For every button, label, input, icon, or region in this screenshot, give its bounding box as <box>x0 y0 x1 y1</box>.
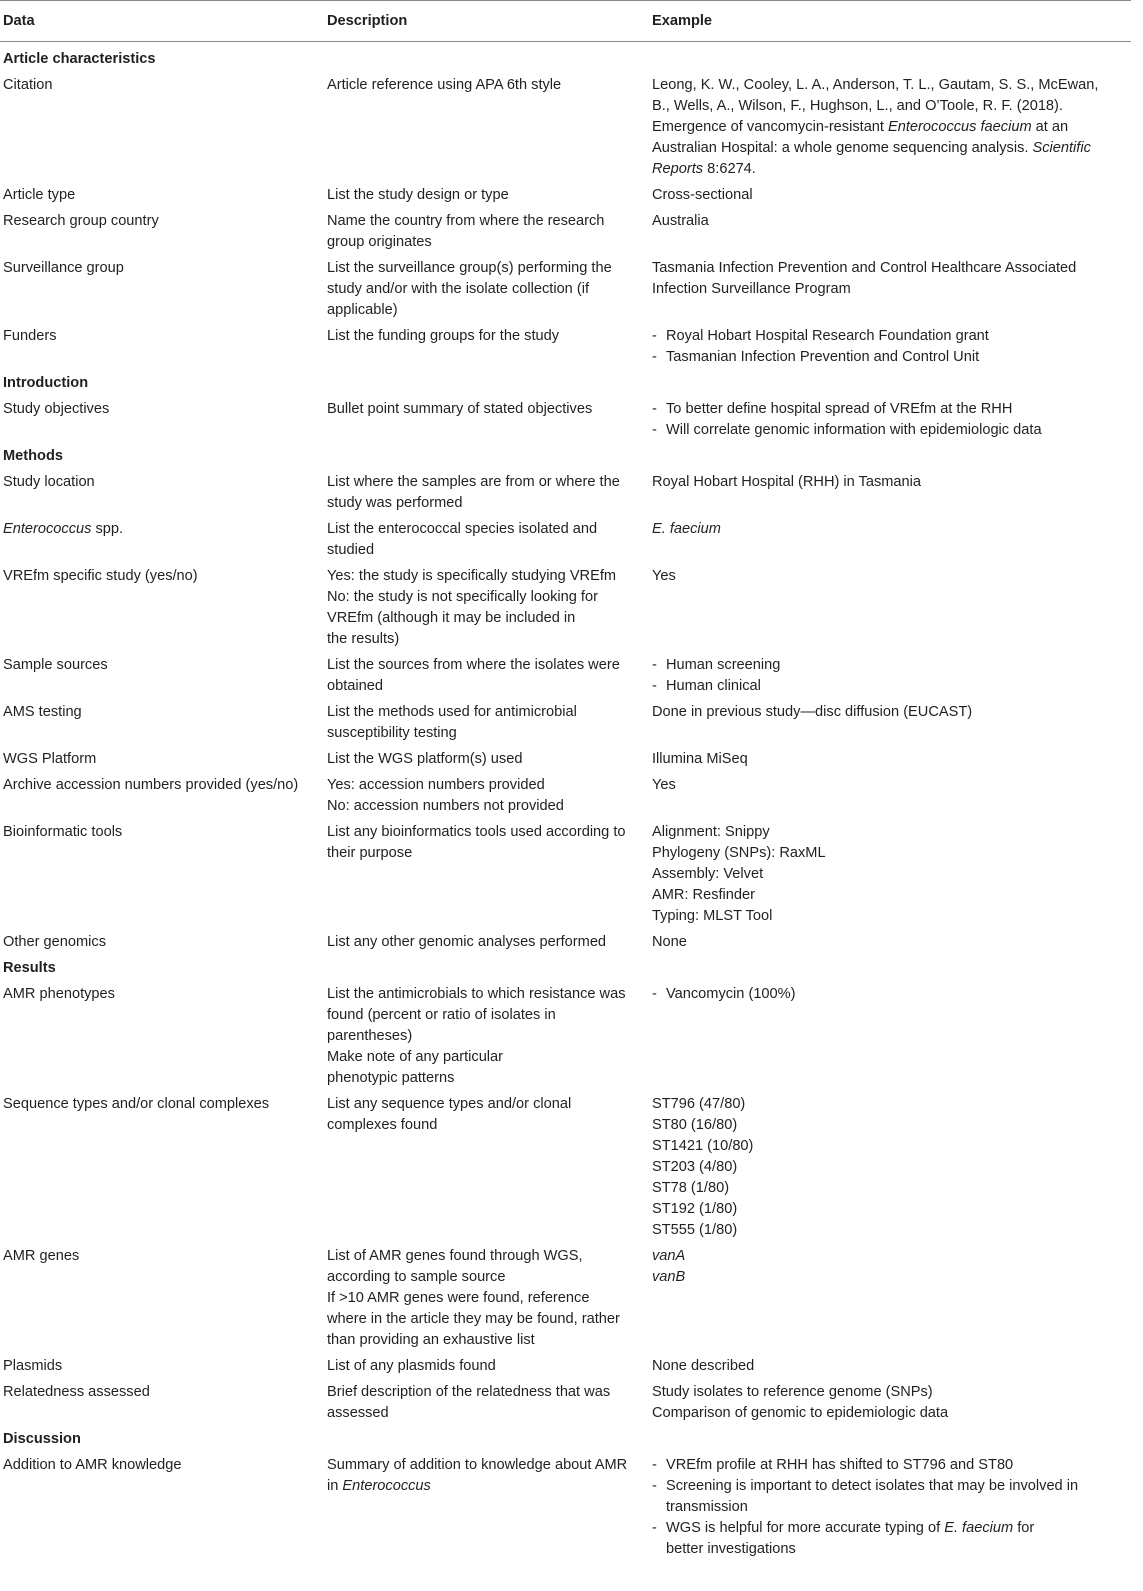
cell-description: Summary of addition to knowledge about AMR in Enterococcus <box>327 1457 628 1494</box>
cell-example <box>652 1455 1128 1560</box>
example-line: Leong, K. W., Cooley, L. A., Anderson, T. L., Gautam, S. S., McEwan, <box>652 77 1099 93</box>
cell-description: List any other genomic analyses performed <box>327 934 607 950</box>
cell-description: List where the samples are from or where the study was performed <box>327 474 620 511</box>
cell-data: Relatedness assessed <box>3 1384 150 1400</box>
cell-example: Illumina MiSeq <box>652 751 748 767</box>
section-discussion: Discussion <box>3 1431 81 1447</box>
table-row-study-objectives <box>0 397 1131 444</box>
table-row-relatedness <box>0 1380 1131 1427</box>
cell-example: Yes <box>652 777 676 793</box>
cell-example: E. faecium <box>652 521 721 537</box>
cell-data: Addition to AMR knowledge <box>3 1457 182 1473</box>
list-item: - Will correlate genomic information with epidemiologic data <box>652 422 1042 438</box>
cell-example: None <box>652 934 687 950</box>
example-line: Emergence of vancomycin-resistant Enterococcus faecium at an <box>652 119 1069 135</box>
cell-example: Yes <box>652 568 676 584</box>
cell-example: None described <box>652 1358 755 1374</box>
table-row-sample-sources <box>0 653 1131 700</box>
cell-example: vanA vanB <box>652 1248 686 1285</box>
example-line: B., Wells, A., Wilson, F., Hughson, L., and O’Toole, R. F. (2018). <box>652 98 1063 114</box>
cell-example <box>652 75 1128 180</box>
cell-example <box>652 326 1128 368</box>
table-row-other-genomics <box>0 930 1131 956</box>
cell-description: Brief description of the relatedness that was assessed <box>327 1384 611 1421</box>
cell-description: List the antimicrobials to which resistance was found (percent or ratio of isolates in parentheses) Make note of any particular phenotypic patterns <box>327 986 626 1086</box>
table-row-bioinformatic-tools <box>0 820 1131 930</box>
cell-data: WGS Platform <box>3 751 97 767</box>
cell-data: AMR phenotypes <box>3 986 115 1002</box>
table-row-wgs-platform <box>0 747 1131 773</box>
cell-example: Royal Hobart Hospital (RHH) in Tasmania <box>652 474 922 490</box>
list-item: - Vancomycin (100%) <box>652 986 796 1002</box>
cell-data: Funders <box>3 328 57 344</box>
cell-description: List the surveillance group(s) performing the study and/or with the isolate collection (if applicable) <box>327 260 612 318</box>
list-item: - To better define hospital spread of VREfm at the RHH <box>652 401 1013 417</box>
table-row-vrefm-specific <box>0 564 1131 653</box>
cell-data: Archive accession numbers provided (yes/no) <box>3 777 299 793</box>
table-row-research-group-country <box>0 209 1131 256</box>
list-item: - Human clinical <box>652 678 761 694</box>
cell-data: Sample sources <box>3 657 108 673</box>
section-methods: Methods <box>3 448 63 464</box>
cell-data: Study objectives <box>3 401 110 417</box>
cell-data: VREfm specific study (yes/no) <box>3 568 198 584</box>
list-item: - Screening is important to detect isolates that may be involved in transmission <box>652 1478 1079 1515</box>
cell-description: List the WGS platform(s) used <box>327 751 523 767</box>
cell-data: Bioinformatic tools <box>3 824 123 840</box>
cell-example <box>652 655 1128 697</box>
cell-data: Enterococcus spp. <box>3 521 124 537</box>
cell-description: List any sequence types and/or clonal complexes found <box>327 1096 572 1133</box>
section-article-characteristics: Article characteristics <box>3 51 156 67</box>
cell-description: Yes: accession numbers provided No: accession numbers not provided <box>327 777 564 814</box>
cell-example: Done in previous study—disc diffusion (EUCAST) <box>652 704 973 720</box>
cell-description: List the funding groups for the study <box>327 328 560 344</box>
list-item: - Human screening <box>652 657 781 673</box>
list-item: - Tasmanian Infection Prevention and Control Unit <box>652 349 980 365</box>
cell-data: Article type <box>3 187 76 203</box>
table-row-amr-genes <box>0 1244 1131 1354</box>
cell-description: Bullet point summary of stated objectives <box>327 401 593 417</box>
cell-description: List the methods used for antimicrobial susceptibility testing <box>327 704 577 741</box>
cell-example: Study isolates to reference genome (SNPs) Comparison of genomic to epidemiologic data <box>652 1384 949 1421</box>
list-item: - VREfm profile at RHH has shifted to ST796 and ST80 <box>652 1457 1014 1473</box>
cell-data: Study location <box>3 474 95 490</box>
example-line: Reports 8:6274. <box>652 161 756 177</box>
cell-data: AMS testing <box>3 704 82 720</box>
table-row-ams-testing <box>0 700 1131 747</box>
table-row-archive-accession <box>0 773 1131 820</box>
cell-example: Australia <box>652 213 709 229</box>
table-row-funders <box>0 324 1131 371</box>
list-item: - Royal Hobart Hospital Research Foundation grant <box>652 328 989 344</box>
cell-data: Research group country <box>3 213 159 229</box>
cell-description: List the sources from where the isolates were obtained <box>327 657 620 694</box>
cell-description: Article reference using APA 6th style <box>327 77 562 93</box>
table-row-article-type <box>0 183 1131 209</box>
table-row-plasmids <box>0 1354 1131 1380</box>
table-row-amr-phenotypes <box>0 982 1131 1092</box>
table-row-surveillance-group <box>0 256 1131 324</box>
cell-data: Sequence types and/or clonal complexes <box>3 1096 270 1112</box>
table-row-enterococcus-spp <box>0 517 1131 564</box>
cell-description: Yes: the study is specifically studying VREfm No: the study is not specifically looking for VREfm (although it may be included in the results) <box>327 568 617 647</box>
example-line: Australian Hospital: a whole genome sequencing analysis. Scientific <box>652 140 1091 156</box>
table-row-addition-amr <box>0 1453 1131 1563</box>
cell-data: Surveillance group <box>3 260 124 276</box>
cell-example <box>652 984 1128 1089</box>
cell-description: List any bioinformatics tools used according to their purpose <box>327 824 626 861</box>
cell-data: Other genomics <box>3 934 107 950</box>
cell-example <box>652 399 1128 441</box>
table-row-study-location <box>0 470 1131 517</box>
table-row-citation <box>0 73 1131 183</box>
cell-data: Plasmids <box>3 1358 63 1374</box>
header-description: Description <box>327 12 408 29</box>
section-results: Results <box>3 960 56 976</box>
cell-data: AMR genes <box>3 1248 80 1264</box>
table-row-sequence-types <box>0 1092 1131 1244</box>
cell-example: Alignment: Snippy Phylogeny (SNPs): RaxML Assembly: Velvet AMR: Resfinder Typing: MLST Tool <box>652 824 826 924</box>
cell-example: Cross-sectional <box>652 187 753 203</box>
cell-example: Tasmania Infection Prevention and Control Healthcare Associated Infection Surveillance Program <box>652 260 1077 297</box>
cell-example: ST796 (47/80) ST80 (16/80) ST1421 (10/80) ST203 (4/80) ST78 (1/80) ST192 (1/80) ST555 (1/80) <box>652 1096 754 1238</box>
cell-description: List of any plasmids found <box>327 1358 496 1374</box>
cell-description: Name the country from where the research group originates <box>327 213 605 250</box>
list-item: - WGS is helpful for more accurate typing of E. faecium for better investigations <box>652 1520 1035 1557</box>
cell-description: List the enterococcal species isolated and studied <box>327 521 598 558</box>
table-header <box>0 1 1131 41</box>
header-example: Example <box>652 12 713 29</box>
section-introduction: Introduction <box>3 375 89 391</box>
cell-data: Citation <box>3 77 53 93</box>
header-data: Data <box>3 12 35 29</box>
cell-description: List the study design or type <box>327 187 509 203</box>
cell-description: List of AMR genes found through WGS, according to sample source If >10 AMR genes were found, reference where in the article they may be found, rather than providing an exhaustive list <box>327 1248 620 1348</box>
